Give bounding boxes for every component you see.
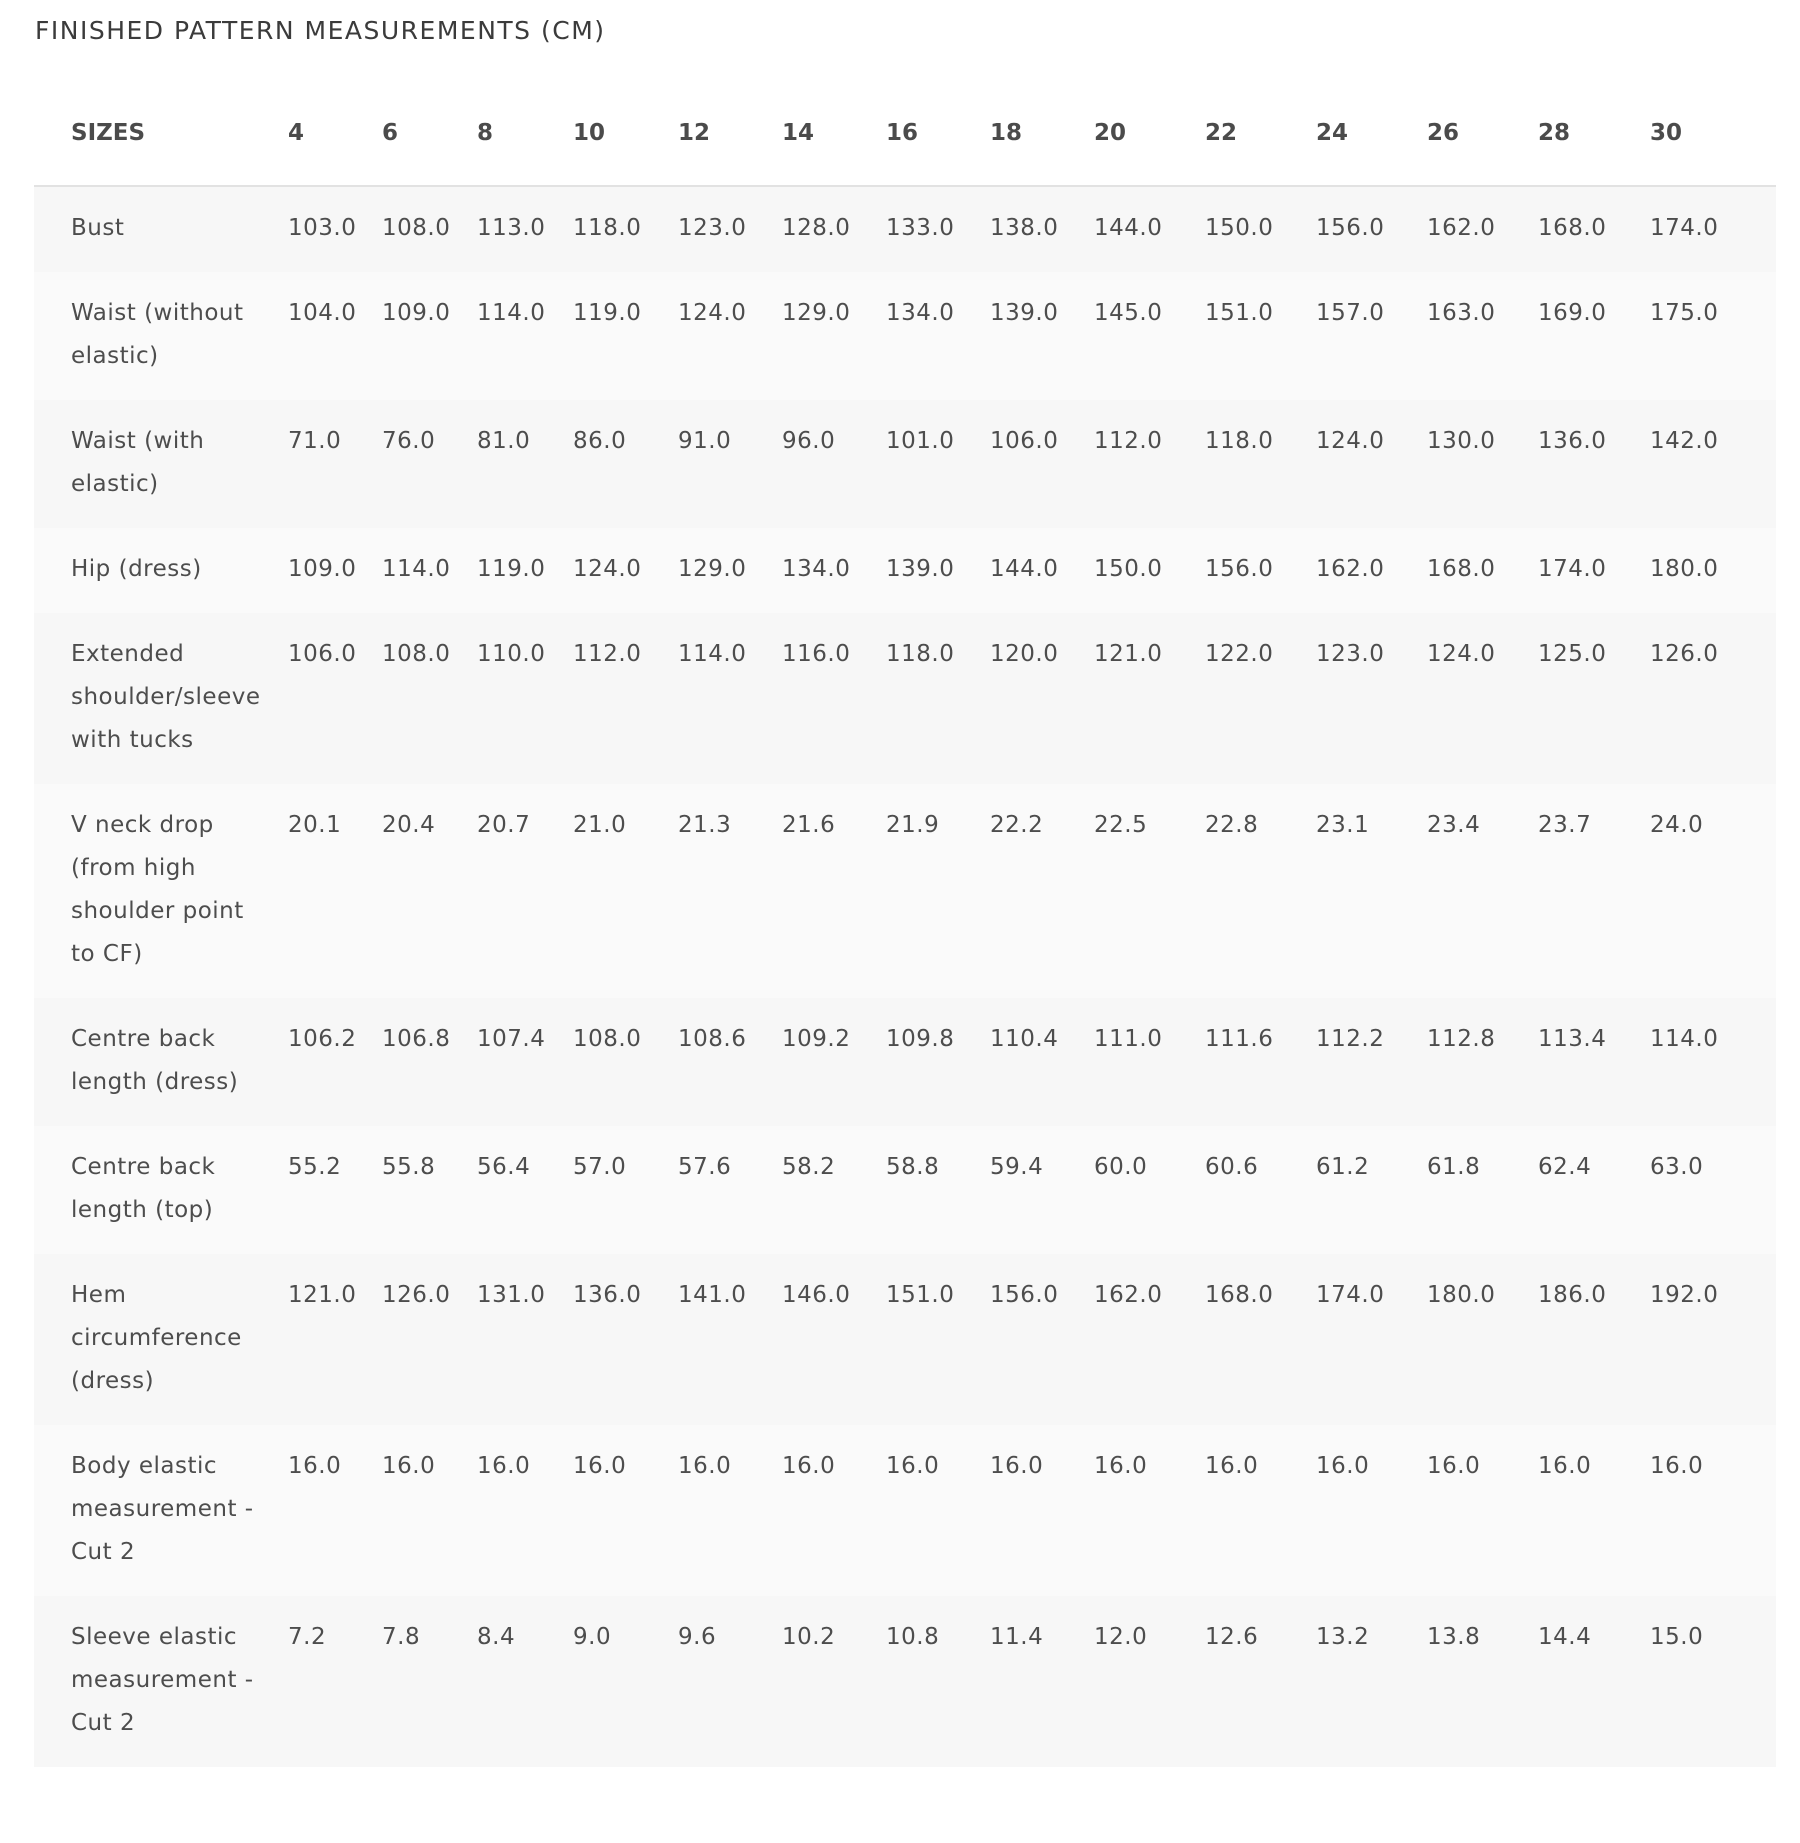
table-cell: 162.0: [1316, 528, 1427, 613]
table-cell: 20.7: [477, 784, 573, 998]
table-cell: 151.0: [1205, 272, 1316, 400]
table-row: [34, 1425, 1776, 1596]
table-cell: 11.4: [990, 1596, 1094, 1767]
header-cell-size: 12: [678, 80, 782, 186]
table-cell: 106.8: [382, 998, 477, 1126]
row-label: Hem circumference (dress): [34, 1254, 288, 1425]
table-cell: 109.0: [288, 528, 382, 613]
table-cell: 162.0: [1427, 186, 1538, 272]
table-row: [34, 1126, 1776, 1254]
table-cell: 96.0: [782, 400, 886, 528]
table-cell: 174.0: [1538, 528, 1650, 613]
table-cell: 126.0: [1650, 613, 1776, 784]
table-cell: 76.0: [382, 400, 477, 528]
table-cell: 23.4: [1427, 784, 1538, 998]
table-cell: 57.6: [678, 1126, 782, 1254]
table-cell: 118.0: [886, 613, 990, 784]
table-cell: 123.0: [678, 186, 782, 272]
table-cell: 156.0: [1316, 186, 1427, 272]
table-cell: 16.0: [678, 1425, 782, 1596]
header-cell-size: 6: [382, 80, 477, 186]
table-cell: 7.8: [382, 1596, 477, 1767]
table-cell: 174.0: [1316, 1254, 1427, 1425]
table-row: [34, 998, 1776, 1126]
table-cell: 150.0: [1205, 186, 1316, 272]
table-cell: 168.0: [1427, 528, 1538, 613]
header-cell-size: 30: [1650, 80, 1776, 186]
table-cell: 62.4: [1538, 1126, 1650, 1254]
table-cell: 168.0: [1538, 186, 1650, 272]
table-cell: 128.0: [782, 186, 886, 272]
table-cell: 126.0: [382, 1254, 477, 1425]
row-label: Body elastic measurement - Cut 2: [34, 1425, 288, 1596]
table-cell: 180.0: [1427, 1254, 1538, 1425]
table-cell: 15.0: [1650, 1596, 1776, 1767]
table-row: [34, 528, 1776, 613]
table-cell: 61.2: [1316, 1126, 1427, 1254]
header-cell-size: 4: [288, 80, 382, 186]
table-cell: 16.0: [477, 1425, 573, 1596]
table-cell: 21.6: [782, 784, 886, 998]
table-cell: 175.0: [1650, 272, 1776, 400]
header-cell-size: 16: [886, 80, 990, 186]
table-cell: 60.6: [1205, 1126, 1316, 1254]
table-cell: 121.0: [1094, 613, 1205, 784]
table-cell: 129.0: [678, 528, 782, 613]
table-cell: 163.0: [1427, 272, 1538, 400]
header-cell-size: 20: [1094, 80, 1205, 186]
table-cell: 20.1: [288, 784, 382, 998]
table-header: [34, 80, 1776, 186]
table-cell: 10.2: [782, 1596, 886, 1767]
table-cell: 118.0: [1205, 400, 1316, 528]
table-row: [34, 1254, 1776, 1425]
table-cell: 108.6: [678, 998, 782, 1126]
table-cell: 112.0: [573, 613, 678, 784]
header-cell-size: 22: [1205, 80, 1316, 186]
table-cell: 150.0: [1094, 528, 1205, 613]
table-cell: 12.6: [1205, 1596, 1316, 1767]
header-row: [34, 80, 1776, 186]
table-cell: 144.0: [990, 528, 1094, 613]
table-cell: 133.0: [886, 186, 990, 272]
table-cell: 124.0: [1316, 400, 1427, 528]
table-cell: 22.5: [1094, 784, 1205, 998]
table-cell: 55.8: [382, 1126, 477, 1254]
table-cell: 16.0: [288, 1425, 382, 1596]
table-cell: 168.0: [1205, 1254, 1316, 1425]
table-cell: 16.0: [1205, 1425, 1316, 1596]
table-cell: 134.0: [782, 528, 886, 613]
table-cell: 106.2: [288, 998, 382, 1126]
table-cell: 16.0: [1538, 1425, 1650, 1596]
table-cell: 106.0: [288, 613, 382, 784]
table-cell: 136.0: [573, 1254, 678, 1425]
table-cell: 124.0: [1427, 613, 1538, 784]
table-cell: 111.0: [1094, 998, 1205, 1126]
table-cell: 124.0: [573, 528, 678, 613]
table-cell: 56.4: [477, 1126, 573, 1254]
table-cell: 60.0: [1094, 1126, 1205, 1254]
header-cell-size: 24: [1316, 80, 1427, 186]
table-cell: 13.8: [1427, 1596, 1538, 1767]
table-cell: 110.4: [990, 998, 1094, 1126]
header-cell-size: 14: [782, 80, 886, 186]
table-cell: 63.0: [1650, 1126, 1776, 1254]
table-cell: 112.0: [1094, 400, 1205, 528]
table-cell: 162.0: [1094, 1254, 1205, 1425]
table-cell: 109.0: [382, 272, 477, 400]
header-cell-size: 8: [477, 80, 573, 186]
table-cell: 192.0: [1650, 1254, 1776, 1425]
table-cell: 12.0: [1094, 1596, 1205, 1767]
table-cell: 91.0: [678, 400, 782, 528]
table-cell: 119.0: [477, 528, 573, 613]
table-cell: 101.0: [886, 400, 990, 528]
table-cell: 169.0: [1538, 272, 1650, 400]
measurements-table-container: [34, 80, 1761, 1767]
table-cell: 55.2: [288, 1126, 382, 1254]
table-cell: 108.0: [382, 186, 477, 272]
table-cell: 156.0: [990, 1254, 1094, 1425]
table-cell: 16.0: [382, 1425, 477, 1596]
table-cell: 24.0: [1650, 784, 1776, 998]
table-cell: 151.0: [886, 1254, 990, 1425]
table-cell: 58.8: [886, 1126, 990, 1254]
table-cell: 119.0: [573, 272, 678, 400]
table-cell: 136.0: [1538, 400, 1650, 528]
table-cell: 108.0: [573, 998, 678, 1126]
table-cell: 21.0: [573, 784, 678, 998]
table-cell: 81.0: [477, 400, 573, 528]
measurements-table: [34, 80, 1776, 1767]
table-cell: 118.0: [573, 186, 678, 272]
table-cell: 71.0: [288, 400, 382, 528]
table-cell: 109.2: [782, 998, 886, 1126]
table-cell: 121.0: [288, 1254, 382, 1425]
table-cell: 114.0: [382, 528, 477, 613]
table-cell: 108.0: [382, 613, 477, 784]
row-label: V neck drop (from high shoulder point to CF): [34, 784, 288, 998]
row-label: Waist (without elastic): [34, 272, 288, 400]
table-cell: 122.0: [1205, 613, 1316, 784]
table-cell: 114.0: [477, 272, 573, 400]
table-cell: 16.0: [1316, 1425, 1427, 1596]
table-row: [34, 613, 1776, 784]
table-cell: 112.8: [1427, 998, 1538, 1126]
table-cell: 134.0: [886, 272, 990, 400]
table-cell: 21.3: [678, 784, 782, 998]
page-title: FINISHED PATTERN MEASUREMENTS (CM): [35, 16, 606, 45]
table-cell: 123.0: [1316, 613, 1427, 784]
table-body: [34, 186, 1776, 1767]
table-cell: 86.0: [573, 400, 678, 528]
table-cell: 103.0: [288, 186, 382, 272]
table-cell: 129.0: [782, 272, 886, 400]
table-cell: 107.4: [477, 998, 573, 1126]
table-cell: 110.0: [477, 613, 573, 784]
table-cell: 106.0: [990, 400, 1094, 528]
table-row: [34, 1596, 1776, 1767]
table-cell: 22.2: [990, 784, 1094, 998]
table-cell: 111.6: [1205, 998, 1316, 1126]
table-cell: 7.2: [288, 1596, 382, 1767]
table-cell: 146.0: [782, 1254, 886, 1425]
header-cell-sizes: SIZES: [34, 80, 288, 186]
table-cell: 116.0: [782, 613, 886, 784]
table-cell: 174.0: [1650, 186, 1776, 272]
table-cell: 157.0: [1316, 272, 1427, 400]
table-cell: 139.0: [886, 528, 990, 613]
table-cell: 57.0: [573, 1126, 678, 1254]
table-cell: 186.0: [1538, 1254, 1650, 1425]
table-cell: 13.2: [1316, 1596, 1427, 1767]
table-cell: 139.0: [990, 272, 1094, 400]
table-row: [34, 784, 1776, 998]
table-cell: 104.0: [288, 272, 382, 400]
table-cell: 16.0: [990, 1425, 1094, 1596]
table-cell: 9.0: [573, 1596, 678, 1767]
table-cell: 59.4: [990, 1126, 1094, 1254]
table-cell: 23.7: [1538, 784, 1650, 998]
table-cell: 61.8: [1427, 1126, 1538, 1254]
row-label: Centre back length (top): [34, 1126, 288, 1254]
table-cell: 130.0: [1427, 400, 1538, 528]
row-label: Bust: [34, 186, 288, 272]
table-cell: 58.2: [782, 1126, 886, 1254]
table-cell: 125.0: [1538, 613, 1650, 784]
header-cell-size: 28: [1538, 80, 1650, 186]
table-cell: 16.0: [782, 1425, 886, 1596]
table-cell: 16.0: [1427, 1425, 1538, 1596]
table-cell: 21.9: [886, 784, 990, 998]
table-cell: 113.4: [1538, 998, 1650, 1126]
row-label: Hip (dress): [34, 528, 288, 613]
table-cell: 145.0: [1094, 272, 1205, 400]
table-cell: 120.0: [990, 613, 1094, 784]
row-label: Waist (with elastic): [34, 400, 288, 528]
table-cell: 16.0: [1650, 1425, 1776, 1596]
header-cell-size: 10: [573, 80, 678, 186]
table-cell: 114.0: [1650, 998, 1776, 1126]
table-cell: 16.0: [1094, 1425, 1205, 1596]
table-cell: 16.0: [886, 1425, 990, 1596]
table-cell: 109.8: [886, 998, 990, 1126]
table-cell: 9.6: [678, 1596, 782, 1767]
table-cell: 144.0: [1094, 186, 1205, 272]
row-label: Extended shoulder/sleeve with tucks: [34, 613, 288, 784]
table-cell: 124.0: [678, 272, 782, 400]
table-cell: 14.4: [1538, 1596, 1650, 1767]
table-cell: 131.0: [477, 1254, 573, 1425]
header-cell-size: 18: [990, 80, 1094, 186]
row-label: Centre back length (dress): [34, 998, 288, 1126]
table-cell: 16.0: [573, 1425, 678, 1596]
header-cell-size: 26: [1427, 80, 1538, 186]
table-cell: 10.8: [886, 1596, 990, 1767]
table-cell: 156.0: [1205, 528, 1316, 613]
table-row: [34, 272, 1776, 400]
table-cell: 114.0: [678, 613, 782, 784]
table-cell: 142.0: [1650, 400, 1776, 528]
table-cell: 23.1: [1316, 784, 1427, 998]
table-cell: 22.8: [1205, 784, 1316, 998]
table-cell: 8.4: [477, 1596, 573, 1767]
row-label: Sleeve elastic measurement - Cut 2: [34, 1596, 288, 1767]
table-cell: 20.4: [382, 784, 477, 998]
table-cell: 138.0: [990, 186, 1094, 272]
table-row: [34, 400, 1776, 528]
table-cell: 141.0: [678, 1254, 782, 1425]
table-cell: 112.2: [1316, 998, 1427, 1126]
table-cell: 180.0: [1650, 528, 1776, 613]
table-row: [34, 186, 1776, 272]
table-cell: 113.0: [477, 186, 573, 272]
